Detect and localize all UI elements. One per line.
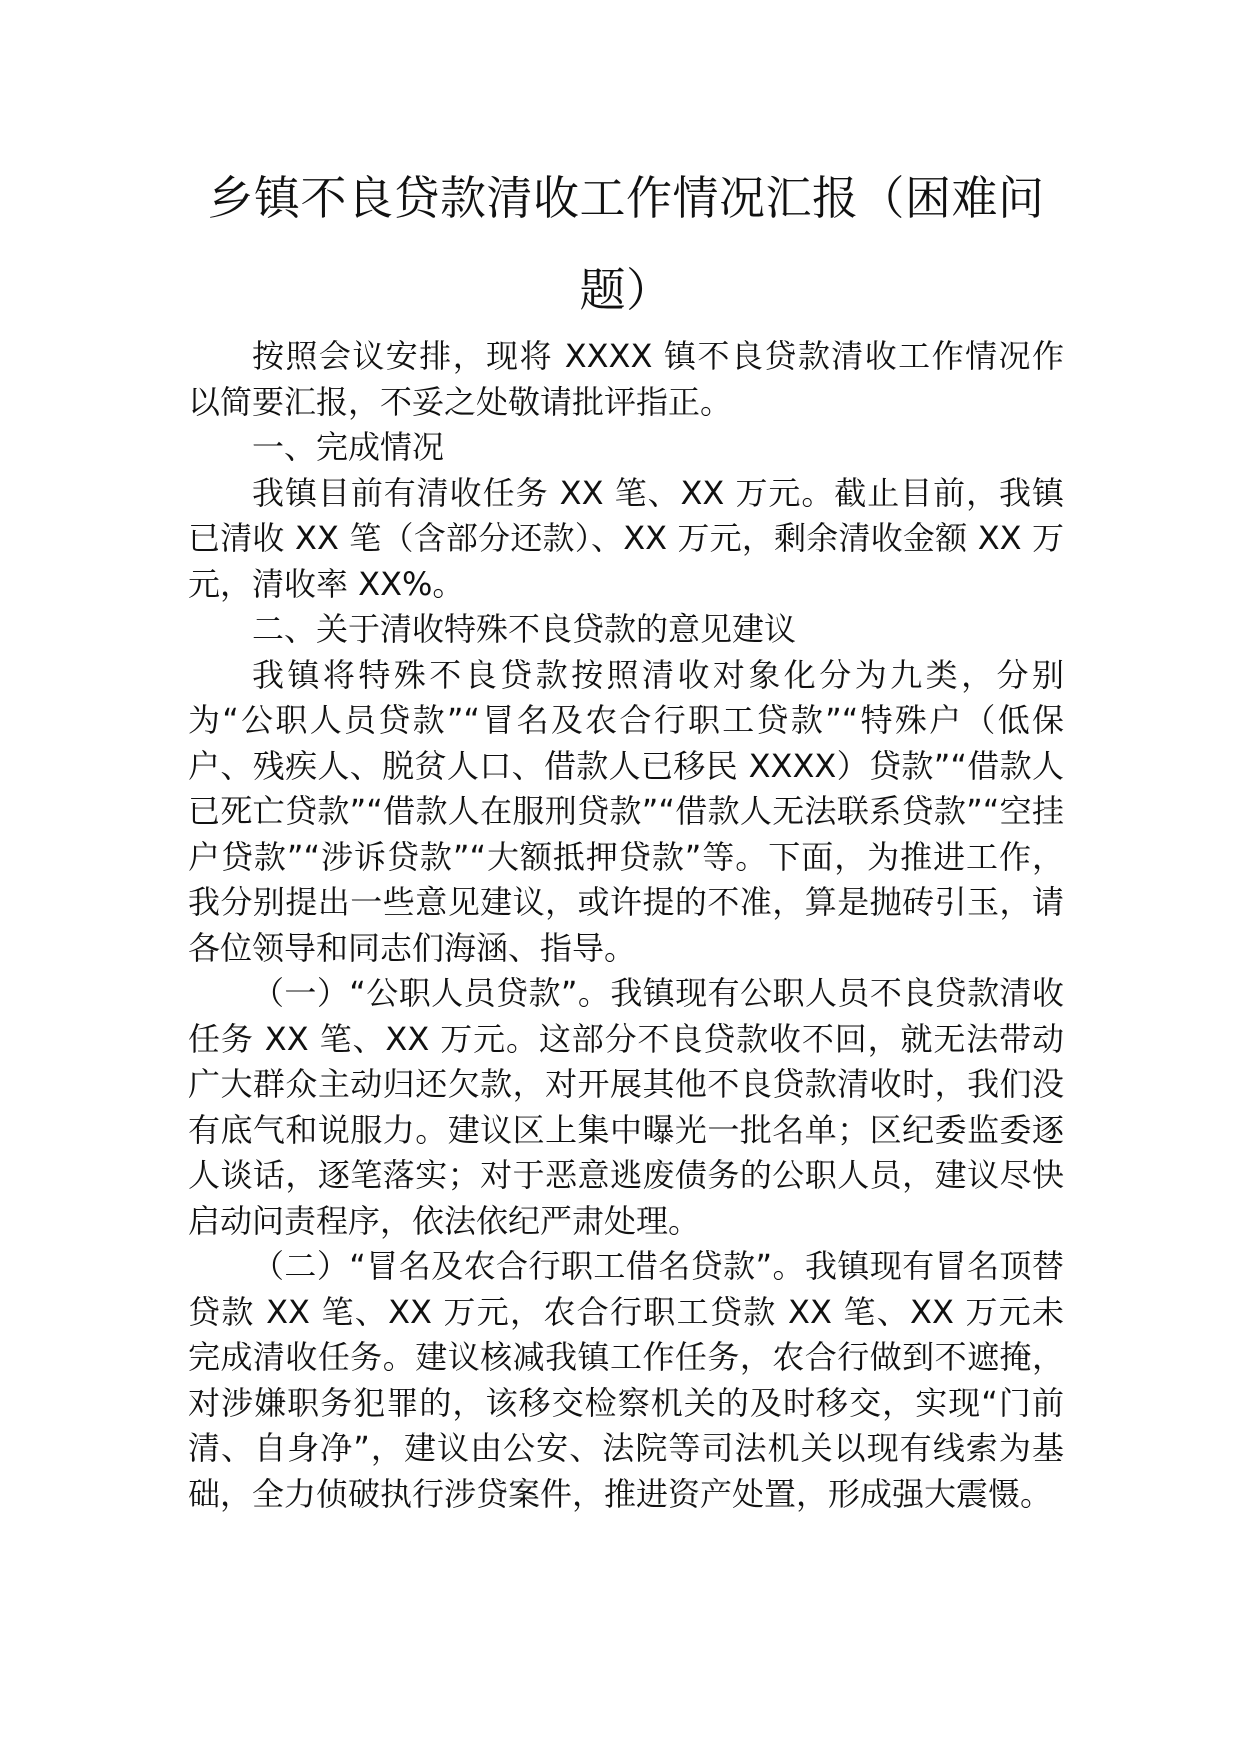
classification-paragraph: 我镇将特殊不良贷款按照清收对象化分为九类，分别为“公职人员贷款”“冒名及农合行职工贷款”“特殊户（低保户、残疾人、脱贫人口、借款人已移民 XXXX）贷款”“借款人已死亡贷款”“借款人在服刑贷款”“借款人无法联系贷款”“空挂户贷款”“涉诉贷款”“大额抵押贷款”等。下面，为推进工作，我分别提出一些意见建议，或许提的不准，算是抛砖引玉，请各位领导和同志们海涵、指导。 xyxy=(188,655,1064,967)
completion-paragraph: 我镇目前有清收任务 XX 笔、XX 万元。截止目前，我镇已清收 XX 笔（含部分还款）、XX 万元，剩余清收金额 XX 万元，清收率 XX%。 xyxy=(188,473,1064,603)
intro-paragraph: 按照会议安排，现将 XXXX 镇不良贷款清收工作情况作以简要汇报，不妥之处敬请批评指正。 xyxy=(188,337,1064,421)
section-heading-1: 一、完成情况 xyxy=(252,428,445,466)
document-body xyxy=(188,334,1064,1517)
title-line-1: 乡镇不良贷款清收工作情况汇报（困难问 xyxy=(207,171,1045,225)
subsection-2-paragraph: （二）“冒名及农合行职工借名贷款”。我镇现有冒名顶替贷款 XX 笔、XX 万元，农合行职工贷款 XX 笔、XX 万元未完成清收任务。建议核减我镇工作任务，农合行做到不遮掩，对涉嫌职务犯罪的，该移交检察机关的及时移交，实现“门前清、自身净”，建议由公安、法院等司法机关以现有线索为基础，全力侦破执行涉贷案件，推进资产处置，形成强大震慑。 xyxy=(188,1247,1064,1513)
title-line-2: 题） xyxy=(579,263,673,317)
section-heading-2: 二、关于清收特殊不良贷款的意见建议 xyxy=(252,610,797,648)
subsection-1-paragraph: （一）“公职人员贷款”。我镇现有公职人员不良贷款清收任务 XX 笔、XX 万元。这部分不良贷款收不回，就无法带动广大群众主动归还欠款，对开展其他不良贷款清收时，我们没有底气和说服力。建议区上集中曝光一批名单；区纪委监委逐人谈话，逐笔落实；对于恶意逃废债务的公职人员，建议尽快启动问责程序，依法依纪严肃处理。 xyxy=(188,974,1064,1240)
document-title xyxy=(188,152,1064,336)
